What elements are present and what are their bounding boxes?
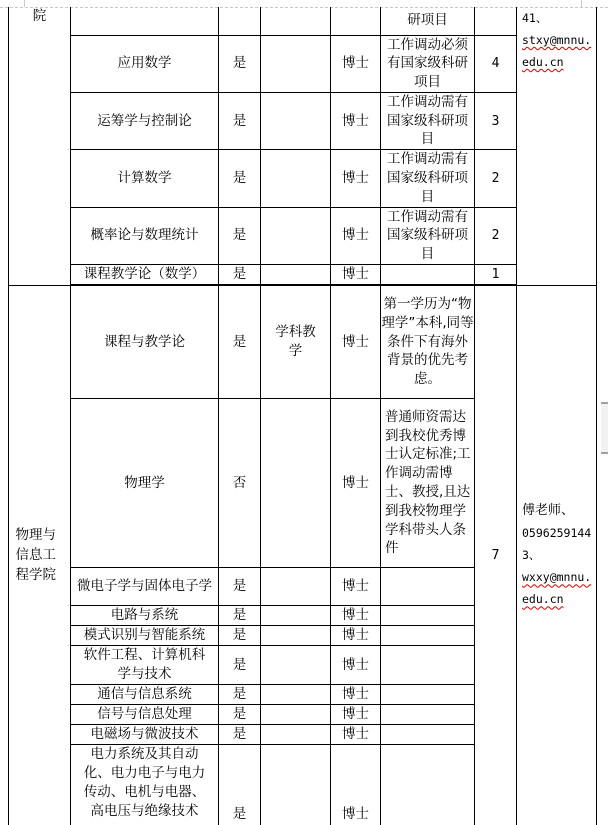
college-name: 物理与信息工程学院 bbox=[15, 527, 56, 584]
degree-cell: 博士 bbox=[331, 745, 381, 825]
degree-cell: 博士 bbox=[331, 207, 381, 264]
direction-cell bbox=[261, 7, 331, 35]
table-row bbox=[9, 92, 597, 149]
note-cell bbox=[381, 646, 475, 685]
college-name: 院 bbox=[32, 8, 47, 24]
degree-cell: 博士 bbox=[331, 646, 381, 685]
direction-cell bbox=[261, 568, 331, 606]
degree-cell: 博士 bbox=[331, 705, 381, 725]
major-cell: 概率论与数理统计 bbox=[71, 207, 219, 264]
degree-cell: 博士 bbox=[331, 725, 381, 745]
note-cell bbox=[381, 705, 475, 725]
major-cell: 课程与教学论 bbox=[71, 286, 219, 399]
table-row bbox=[9, 7, 597, 35]
major-cell: 通信与信息系统 bbox=[71, 685, 219, 705]
required-cell: 是 bbox=[219, 265, 261, 285]
degree-cell: 博士 bbox=[331, 399, 381, 568]
count-cell: 2 bbox=[475, 150, 517, 207]
note-cell: 工作调动需有国家级科研项目 bbox=[381, 150, 475, 207]
direction-cell bbox=[261, 150, 331, 207]
direction-cell bbox=[261, 265, 331, 285]
note-cell: 工作调动需有国家级科研项目 bbox=[381, 92, 475, 149]
table-row bbox=[9, 35, 597, 92]
required-cell: 是 bbox=[219, 207, 261, 264]
major-cell: 信号与信息处理 bbox=[71, 705, 219, 725]
degree-cell bbox=[331, 7, 381, 35]
side-panel-tab[interactable] bbox=[601, 402, 608, 454]
direction-cell bbox=[261, 399, 331, 568]
required-cell: 是 bbox=[219, 150, 261, 207]
direction-cell bbox=[261, 35, 331, 92]
note-cell: 工作调动必须有国家级科研项目 bbox=[381, 35, 475, 92]
count-cell bbox=[475, 7, 517, 35]
contact-phone: 0596259144 bbox=[522, 526, 592, 541]
table-row bbox=[9, 207, 597, 264]
direction-cell bbox=[261, 705, 331, 725]
major-cell bbox=[71, 7, 219, 35]
page-corner-mark-right bbox=[581, 0, 608, 7]
degree-cell: 博士 bbox=[331, 150, 381, 207]
table-row bbox=[9, 265, 597, 285]
major-cell: 电路与系统 bbox=[71, 606, 219, 626]
direction-cell bbox=[261, 626, 331, 646]
major-cell: 应用数学 bbox=[71, 35, 219, 92]
college-cell-math bbox=[9, 7, 71, 286]
table-row bbox=[9, 150, 597, 207]
required-cell bbox=[219, 7, 261, 35]
note-cell bbox=[381, 685, 475, 705]
degree-cell: 博士 bbox=[331, 265, 381, 285]
required-cell: 是 bbox=[219, 685, 261, 705]
required-cell: 是 bbox=[219, 745, 261, 825]
direction-cell: 学科教学 bbox=[261, 286, 331, 399]
degree-cell: 博士 bbox=[331, 606, 381, 626]
contact-person: 傅老师、 bbox=[522, 503, 575, 519]
direction-cell bbox=[261, 646, 331, 685]
degree-cell: 博士 bbox=[331, 286, 381, 399]
direction-cell bbox=[261, 606, 331, 626]
note-cell: 工作调动需有国家级科研项目 bbox=[381, 207, 475, 264]
page-corner-mark-left bbox=[0, 0, 25, 7]
major-cell: 计算数学 bbox=[71, 150, 219, 207]
required-cell: 是 bbox=[219, 35, 261, 92]
count-cell: 3 bbox=[475, 92, 517, 149]
direction-cell bbox=[261, 92, 331, 149]
note-cell bbox=[381, 725, 475, 745]
note-cell bbox=[381, 606, 475, 626]
required-cell: 是 bbox=[219, 705, 261, 725]
college-cell-physics bbox=[9, 286, 71, 825]
note-cell bbox=[381, 568, 475, 606]
major-cell: 微电子学与固体电子学 bbox=[71, 568, 219, 606]
count-cell: 4 bbox=[475, 35, 517, 92]
required-cell: 是 bbox=[219, 646, 261, 685]
degree-cell: 博士 bbox=[331, 568, 381, 606]
major-cell: 课程教学论（数学） bbox=[71, 265, 219, 285]
required-cell: 是 bbox=[219, 626, 261, 646]
degree-cell: 博士 bbox=[331, 626, 381, 646]
count-cell-physics: 7 bbox=[475, 286, 517, 825]
contact-email[interactable]: wxxy@mnnu. bbox=[522, 570, 592, 585]
major-cell: 电磁场与微波技术 bbox=[71, 725, 219, 745]
direction-cell bbox=[261, 207, 331, 264]
direction-cell bbox=[261, 685, 331, 705]
required-cell: 是 bbox=[219, 606, 261, 626]
required-cell: 是 bbox=[219, 92, 261, 149]
degree-cell: 博士 bbox=[331, 685, 381, 705]
required-cell: 是 bbox=[219, 725, 261, 745]
major-cell: 物理学 bbox=[71, 399, 219, 568]
contact-line: 41、 bbox=[522, 11, 548, 25]
direction-cell bbox=[261, 745, 331, 825]
table-row bbox=[9, 286, 597, 399]
degree-cell: 博士 bbox=[331, 92, 381, 149]
note-cell bbox=[381, 745, 475, 825]
contact-email[interactable]: stxy@mnnu. bbox=[522, 33, 592, 47]
note-cell: 普通师资需达到我校优秀博士认定标准;工作调动需博士、教授,且达到我校物理学学科带头人条件 bbox=[381, 399, 475, 568]
direction-cell bbox=[261, 725, 331, 745]
note-cell: 研项目 bbox=[381, 7, 475, 35]
required-cell: 是 bbox=[219, 286, 261, 399]
note-cell: 第一学历为“物理学”本科,同等条件下有海外背景的优先考虑。 bbox=[381, 286, 475, 399]
degree-cell: 博士 bbox=[331, 35, 381, 92]
contact-email[interactable]: edu.cn bbox=[522, 55, 564, 69]
contact-email[interactable]: edu.cn bbox=[522, 592, 564, 607]
count-cell: 2 bbox=[475, 207, 517, 264]
major-cell: 电力系统及其自动化、电力电子与电力传动、电机与电器、高电压与绝缘技术 bbox=[71, 745, 219, 825]
major-cell: 运筹学与控制论 bbox=[71, 92, 219, 149]
recruitment-table bbox=[8, 7, 597, 825]
note-cell bbox=[381, 626, 475, 646]
required-cell: 否 bbox=[219, 399, 261, 568]
required-cell: 是 bbox=[219, 568, 261, 606]
contact-cell-physics bbox=[517, 286, 597, 825]
note-cell bbox=[381, 265, 475, 285]
contact-phone-tail: 3、 bbox=[522, 548, 541, 563]
count-cell: 1 bbox=[475, 265, 517, 285]
contact-cell-math bbox=[517, 7, 597, 286]
major-cell: 软件工程、计算机科学与技术 bbox=[71, 646, 219, 685]
major-cell: 模式识别与智能系统 bbox=[71, 626, 219, 646]
